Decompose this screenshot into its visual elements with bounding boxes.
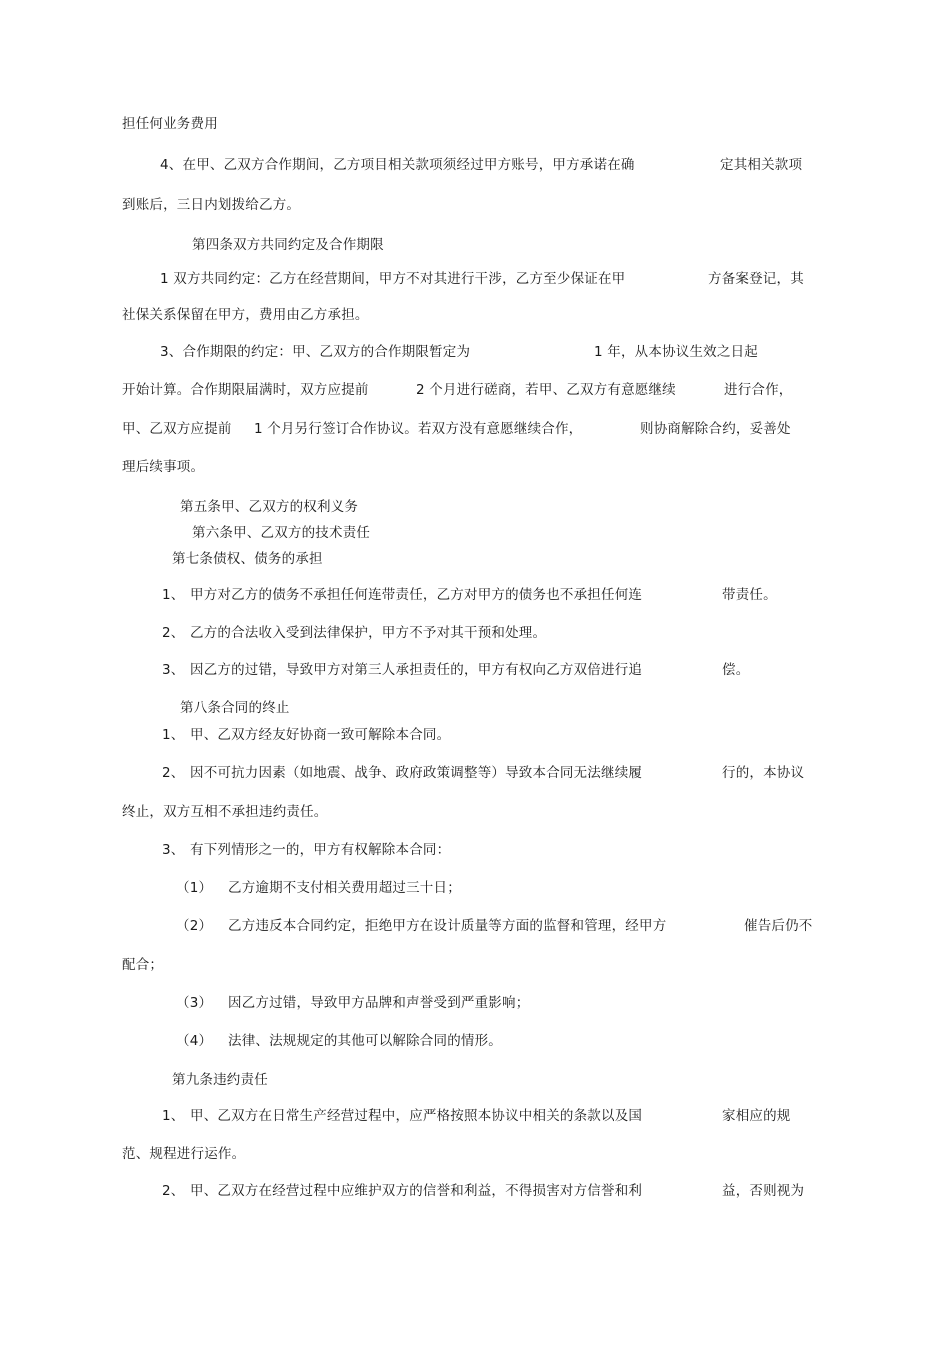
text-line: 法律、法规规定的其他可以解除合同的情形。 xyxy=(228,1033,502,1049)
text-line: 理后续事项。 xyxy=(122,459,205,475)
text-line: 乙方违反本合同约定，拒绝甲方在设计质量等方面的监督和管理，经甲方 xyxy=(228,918,667,934)
section-heading: 第五条甲、乙双方的权利义务 xyxy=(180,499,359,515)
text-line: 催告后仍不 xyxy=(744,918,813,934)
text-line: 2 个月进行磋商，若甲、乙双方有意愿继续 xyxy=(416,382,676,398)
text-line: 终止，双方互相不承担违约责任。 xyxy=(122,804,328,820)
text-line: 因乙方过错，导致甲方品牌和声誉受到严重影响； xyxy=(228,995,530,1011)
text-line: 配合； xyxy=(122,957,164,973)
text-line: 带责任。 xyxy=(722,587,777,603)
text-line: 因不可抗力因素（如地震、战争、政府政策调整等）导致本合同无法继续履 xyxy=(190,765,643,781)
list-number: 2、 xyxy=(162,765,185,781)
list-number: （2） xyxy=(176,918,213,934)
text-line: 乙方逾期不支付相关费用超过三十日； xyxy=(228,880,461,896)
list-number: （1） xyxy=(176,880,213,896)
text-line: 甲方对乙方的债务不承担任何连带责任，乙方对甲方的债务也不承担任何连 xyxy=(190,587,643,603)
list-number: 2、 xyxy=(162,625,185,641)
text-line: 开始计算。合作期限届满时，双方应提前 xyxy=(122,382,369,398)
text-line: 到账后，三日内划拨给乙方。 xyxy=(122,197,301,213)
text-line: 进行合作， xyxy=(724,382,793,398)
list-number: 1、 xyxy=(162,587,185,603)
text-line: 1 个月另行签订合作协议。若双方没有意愿继续合作， xyxy=(254,421,583,437)
text-line: 行的，本协议 xyxy=(722,765,805,781)
list-number: 1、 xyxy=(162,727,185,743)
list-number: （4） xyxy=(176,1033,213,1049)
text-line: 甲、乙双方在经营过程中应维护双方的信誉和利益，不得损害对方信誉和利 xyxy=(190,1183,643,1199)
text-line: 偿。 xyxy=(722,662,750,678)
list-number: 2、 xyxy=(162,1183,185,1199)
text-line: 范、规程进行运作。 xyxy=(122,1146,246,1162)
text-line: 因乙方的过错，导致甲方对第三人承担责任的，甲方有权向乙方双倍进行追 xyxy=(190,662,643,678)
section-heading: 第七条债权、债务的承担 xyxy=(172,551,323,567)
text-line: 4、在甲、乙双方合作期间，乙方项目相关款项须经过甲方账号，甲方承诺在确 xyxy=(160,157,635,173)
text-line: 家相应的规 xyxy=(722,1108,791,1124)
section-heading: 第九条违约责任 xyxy=(172,1072,268,1088)
section-heading: 第八条合同的终止 xyxy=(180,700,290,716)
list-number: （3） xyxy=(176,995,213,1011)
text-line: 甲、乙双方应提前 xyxy=(122,421,232,437)
text-line: 乙方的合法收入受到法律保护，甲方不予对其干预和处理。 xyxy=(190,625,547,641)
section-heading: 第六条甲、乙双方的技术责任 xyxy=(192,525,371,541)
list-number: 3、 xyxy=(162,842,185,858)
text-line: 3、合作期限的约定：甲、乙双方的合作期限暂定为 xyxy=(160,344,471,360)
list-number: 1、 xyxy=(162,1108,185,1124)
text-line: 定其相关款项 xyxy=(720,157,803,173)
text-line: 益，否则视为 xyxy=(722,1183,805,1199)
text-line: 甲、乙双方在日常生产经营过程中，应严格按照本协议中相关的条款以及国 xyxy=(190,1108,643,1124)
text-line: 1 年，从本协议生效之日起 xyxy=(594,344,758,360)
text-line: 则协商解除合约，妥善处 xyxy=(640,421,791,437)
list-number: 3、 xyxy=(162,662,185,678)
text-line: 有下列情形之一的，甲方有权解除本合同： xyxy=(190,842,451,858)
text-line: 社保关系保留在甲方，费用由乙方承担。 xyxy=(122,307,369,323)
section-heading: 第四条双方共同约定及合作期限 xyxy=(192,237,384,253)
text-line: 甲、乙双方经友好协商一致可解除本合同。 xyxy=(190,727,451,743)
text-line: 担任何业务费用 xyxy=(122,116,218,132)
text-line: 方备案登记，其 xyxy=(708,271,804,287)
text-line: 1 双方共同约定：乙方在经营期间，甲方不对其进行干涉，乙方至少保证在甲 xyxy=(160,271,626,287)
